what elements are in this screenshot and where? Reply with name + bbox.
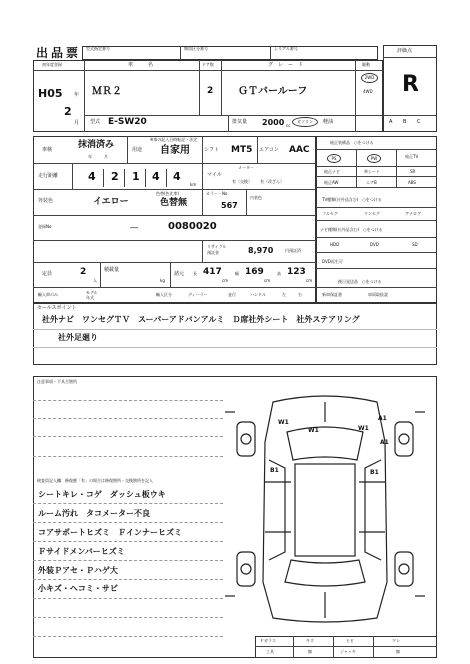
grade-value: ＧＴバールーフ — [238, 86, 308, 97]
option-genuine-navi: 純正ナビ — [324, 169, 340, 174]
damage-mark-w1-left: W1 — [278, 419, 289, 426]
legend-header-crack: ヒビ — [346, 638, 354, 643]
legend-header-glass: Ｆガラス — [260, 638, 276, 643]
option-pw: PW — [367, 154, 381, 163]
damage-mark-w1-mid: W1 — [308, 427, 319, 434]
first-reg-year: H05 — [38, 87, 63, 100]
legend-jack: ジャッキ — [340, 649, 356, 654]
usage-value: 自家用 — [160, 145, 190, 156]
recycle-unit: 円預託済 — [285, 248, 301, 253]
damage-mark-b1-left: B1 — [270, 467, 279, 474]
tv-fullseg: フルセグ — [322, 211, 338, 216]
fuel-gasoline-circle: ガソリン — [292, 117, 318, 127]
dvd-playable: DVD再生可 — [322, 259, 343, 264]
mileage-digit-4: 4 — [152, 170, 160, 183]
cc-unit: cc — [286, 123, 291, 128]
legend-tools-value: 無 — [308, 649, 312, 654]
chassis-prefix: ― — [130, 223, 138, 232]
width-value: 169 — [245, 267, 264, 277]
aircon-value: AAC — [289, 145, 310, 155]
legend-header-break: ワレ — [392, 638, 400, 643]
displacement-label: 排気量 — [232, 119, 248, 125]
color-code-value: 567 — [221, 201, 238, 210]
note-line-4: Ｆサイドメンバーヒズミ — [38, 547, 125, 556]
doors-label: ドア数 — [202, 62, 214, 67]
height-cm: cm — [306, 278, 313, 283]
import-label: 輸入車のみ — [38, 292, 58, 297]
drive-label: 駆動 — [362, 62, 370, 67]
color-value: イエロー — [93, 197, 129, 207]
doors-value: 2 — [207, 86, 214, 96]
year-unit: 年 — [74, 92, 80, 98]
sales-point-line-2: 社外足廻り — [58, 333, 98, 342]
drive-2wd-circle: 2WD — [361, 73, 378, 83]
usage-note: ※車の記入日時転記・法定 — [150, 137, 198, 142]
option-sr: SR — [410, 169, 416, 174]
navi-hdd: HDD — [330, 242, 340, 247]
tv-analog: アナログ — [405, 211, 421, 216]
height-unit-label: 高 — [277, 271, 281, 276]
first-reg-month: 2 — [64, 105, 72, 118]
notes-title: 注意事項・不具合箇所 — [37, 379, 77, 384]
meter-option-tamper: 有（改ざん） — [260, 179, 284, 184]
later-shipping-title: 後日発送品 ○をつける — [338, 279, 382, 284]
note-line-2: ルーム汚れ タコメーター不良 — [38, 509, 150, 518]
month-unit: 月 — [74, 120, 80, 126]
option-genuine-aw: 純正AW — [324, 180, 339, 185]
mileage-mile: マイル — [207, 172, 222, 178]
mileage-digit-1: 4 — [88, 170, 96, 183]
damage-mark-b1-right: B1 — [370, 469, 379, 476]
options-title: 純正装備品 ○をつける — [330, 140, 374, 145]
inspector-notes-title: 検査員記入欄：修復歴「有」の場合は修復箇所・交換箇所を記入 — [37, 478, 153, 483]
mileage-label: 走行距離 — [38, 173, 59, 179]
meter-change-label: メーター — [238, 165, 254, 170]
legend-tools: 工具 — [266, 649, 274, 654]
later-manual: 車両取扱説 — [368, 292, 388, 297]
legend-header-scratch: キズ — [306, 638, 314, 643]
header-model-code-label: 型式指定番号 — [86, 46, 110, 51]
meter-option-exchange: 有（交換） — [232, 179, 252, 184]
car-name-label: 車 名 — [128, 62, 154, 68]
inspection-ym: 年 月 — [88, 154, 108, 159]
color-change-value: 色替無 — [160, 198, 188, 208]
header-class-code-label: 類別区分番号 — [184, 46, 208, 51]
capacity-value: 2 — [80, 267, 87, 277]
load-kg: kg — [160, 278, 165, 283]
first-reg-label: 初年度登録 — [42, 62, 62, 67]
recycle-amount: 8,970 — [248, 246, 274, 255]
tv-type-title: TV種類(社外品含む) ○をつける — [322, 197, 382, 202]
damage-mark-a1-top: A1 — [378, 415, 387, 422]
displacement-value: 2000 — [262, 118, 285, 127]
recycle-label: リサイクル 預託金 — [207, 244, 227, 255]
reg-no-label: 登録No — [38, 224, 52, 229]
handle-left: 左 — [282, 292, 286, 297]
damage-mark-a1-right: A1 — [380, 439, 389, 446]
load-label: 積載量 — [104, 267, 120, 273]
note-line-6: 小キズ・ヘコミ・サビ — [38, 584, 118, 593]
option-airbag: エアB — [366, 180, 377, 185]
length-cm: cm — [222, 278, 229, 283]
chassis-number: 0080020 — [168, 221, 217, 232]
sales-point-line-1: 社外ナビ ワンセグＴＶ スーパーアドバンアルミ Ｄ席社外シート 社外ステアリング — [42, 315, 360, 324]
condition-c: C — [417, 119, 421, 125]
condition-b: B — [403, 119, 407, 125]
mileage-km-unit: km — [190, 182, 197, 187]
import-model-year: モデル 年式 — [86, 290, 98, 300]
color-change-note: 色替(色比率) — [156, 191, 180, 196]
capacity-label: 定員 — [42, 271, 53, 277]
inspection-label: 車検 — [42, 147, 53, 153]
interior-color-label: 内装色 — [250, 195, 262, 200]
tv-oneseg: ワンセグ — [364, 211, 380, 216]
header-code-row — [82, 46, 378, 60]
header-serial-label: シリアル番号 — [274, 46, 298, 51]
car-name-value: ＭＲ２ — [92, 86, 122, 97]
evaluation-grade: R — [402, 72, 419, 97]
handle-right: 右 — [298, 292, 302, 297]
length-unit-label: 長 — [193, 271, 197, 276]
handle-label: ハンドル — [250, 292, 266, 297]
note-line-3: コアサポートヒズミ Ｆインナーヒズミ — [38, 528, 182, 537]
option-abs: ABS — [408, 180, 416, 185]
legend-jack-value: 無 — [396, 649, 400, 654]
model-label: 型式 — [90, 119, 101, 125]
model-value: E-SW20 — [108, 117, 147, 127]
option-ps: PS — [327, 154, 341, 163]
dimensions-label: 諸元 — [174, 271, 185, 277]
option-genuine-tv: 純正TV — [405, 154, 419, 159]
aircon-label: エアコン — [259, 147, 279, 153]
note-line-5: 外装Ｐアセ・Ｐハゲ大 — [38, 566, 118, 575]
color-label: 外装色 — [38, 198, 54, 204]
import-type-label: 輸入区分 — [156, 292, 172, 297]
drive-4wd: 4WD — [363, 89, 373, 94]
capacity-unit: 人 — [93, 278, 97, 283]
note-line-1: シートキレ・コゲ ダッシュ板ウキ — [38, 490, 166, 499]
width-cm: cm — [264, 278, 271, 283]
mileage-digit-3: 1 — [132, 170, 140, 183]
import-parallel: 並行 — [228, 292, 236, 297]
option-leather-seat: 革シート — [364, 169, 380, 174]
length-value: 417 — [203, 267, 222, 277]
navi-type-title: ナビ種類(社外品含む) ○をつける — [320, 227, 383, 232]
evaluation-label: 評価点 — [397, 48, 413, 54]
car-damage-diagram — [225, 382, 425, 628]
import-dealer: ディーラー — [188, 292, 208, 297]
sales-point-title: セールスポイント — [37, 305, 77, 311]
condition-a: A — [389, 119, 393, 125]
detail-rows-block — [33, 136, 316, 303]
shift-value: MT5 — [231, 145, 253, 155]
usage-label: 用途 — [132, 147, 143, 153]
page-title: 出品票 — [36, 46, 82, 60]
grade-label: グ レ ー ド — [268, 62, 304, 68]
height-value: 123 — [287, 267, 306, 277]
damage-mark-w1-right: W1 — [358, 425, 369, 432]
mileage-digit-2: 2 — [111, 170, 119, 183]
navi-dvd: DVD — [370, 242, 379, 247]
color-code-label: カラー・No — [206, 191, 228, 196]
inspection-value: 抹消済み — [78, 140, 115, 150]
shift-label: シフト — [204, 147, 220, 153]
fuel-diesel: 軽油 — [323, 119, 334, 125]
later-warranty: 新車保証書 — [322, 292, 342, 297]
navi-sd: SD — [412, 242, 418, 247]
width-unit-label: 幅 — [235, 271, 239, 276]
mileage-digit-5: 4 — [173, 170, 181, 183]
